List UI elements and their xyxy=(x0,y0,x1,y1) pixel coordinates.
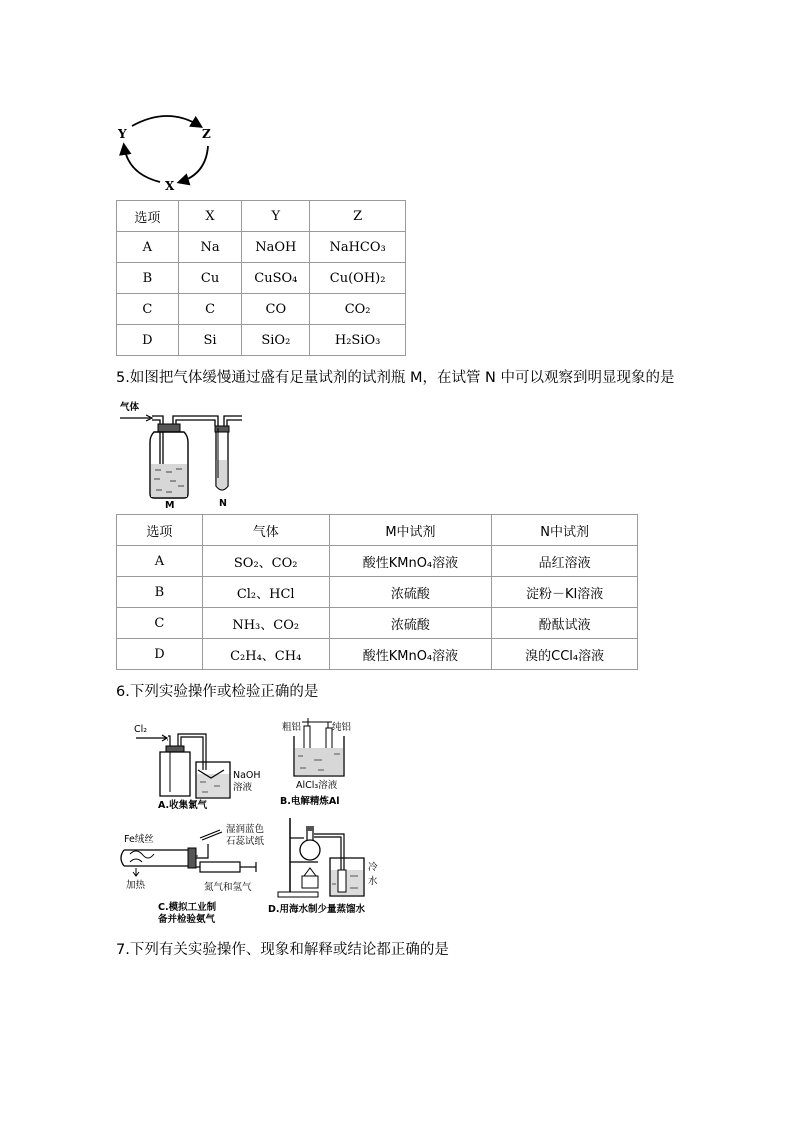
table-cell: C₂H₄、CH₄ xyxy=(202,639,329,670)
header-cell: Z xyxy=(310,201,406,232)
table-row xyxy=(117,201,406,232)
fig-a-solution-label: 溶液 xyxy=(233,782,253,793)
table-cell: NaOH xyxy=(242,232,310,263)
table-cell: 酸性KMnO₄溶液 xyxy=(329,639,492,670)
table-cell: H₂SiO₃ xyxy=(310,325,406,356)
q5-apparatus-figure xyxy=(118,398,248,510)
table-cell: D xyxy=(117,639,203,670)
table-row xyxy=(117,546,638,577)
q6-figure-d xyxy=(266,812,396,916)
table-cell: CO₂ xyxy=(310,294,406,325)
table-cell: NH₃、CO₂ xyxy=(202,608,329,639)
header-cell: 选项 xyxy=(117,201,179,232)
table-cell: C xyxy=(178,294,242,325)
table-q4 xyxy=(116,200,406,356)
q5-n-label: N xyxy=(219,498,227,509)
fig-a-caption: A.收集氯气 xyxy=(158,800,208,810)
table-q5 xyxy=(116,514,638,670)
table-row xyxy=(117,608,638,639)
cycle-x: X xyxy=(165,179,175,193)
header-cell: N中试剂 xyxy=(492,515,638,546)
fig-c-caption-2: 备并检验氨气 xyxy=(158,914,216,925)
header-cell: 选项 xyxy=(117,515,203,546)
cycle-diagram xyxy=(110,112,220,194)
q6-figure-c xyxy=(116,818,278,926)
question-7-text: 7.下列有关实验操作、现象和解释或结论都正确的是 xyxy=(116,942,449,958)
fig-d-caption: D.用海水制少量蒸馏水 xyxy=(268,904,365,915)
table-row xyxy=(117,577,638,608)
table-cell: CuSO₄ xyxy=(242,263,310,294)
fig-b-solution-label: AlCl₃溶液 xyxy=(296,780,338,791)
table-cell: 浓硫酸 xyxy=(329,577,492,608)
fig-c-heat-label: 加热 xyxy=(126,880,146,891)
fig-a-naoh-label: NaOH xyxy=(233,770,261,781)
q5-gas-label: 气体 xyxy=(120,402,140,413)
table-cell: A xyxy=(117,232,179,263)
header-cell: M中试剂 xyxy=(329,515,492,546)
q5-m-label: M xyxy=(165,500,175,510)
table-cell: B xyxy=(117,577,203,608)
fig-b-pure-label: 纯铝 xyxy=(332,722,352,733)
table-cell: Si xyxy=(178,325,242,356)
fig-c-fe-label: Fe绒丝 xyxy=(124,834,154,845)
table-cell: 溴的CCl₄溶液 xyxy=(492,639,638,670)
table-row xyxy=(117,515,638,546)
fig-c-paper-label-1: 湿润蓝色 xyxy=(226,824,265,835)
cycle-z: Z xyxy=(202,127,211,141)
table-cell: 浓硫酸 xyxy=(329,608,492,639)
table-cell: 品红溶液 xyxy=(492,546,638,577)
fig-b-crude-label: 粗铝 xyxy=(282,722,302,733)
question-6-text: 6.下列实验操作或检验正确的是 xyxy=(116,684,319,700)
header-cell: 气体 xyxy=(202,515,329,546)
table-row xyxy=(117,263,406,294)
table-row xyxy=(117,639,638,670)
table-cell: B xyxy=(117,263,179,294)
table-cell: D xyxy=(117,325,179,356)
fig-b-caption: B.电解精炼Al xyxy=(280,796,340,807)
table-cell: Cu(OH)₂ xyxy=(310,263,406,294)
fig-a-cl2-label: Cl₂ xyxy=(134,724,148,735)
fig-d-water-label: 水 xyxy=(368,876,378,887)
table-cell: Na xyxy=(178,232,242,263)
q6-figure-a xyxy=(130,718,270,810)
fig-c-caption-1: C.模拟工业制 xyxy=(158,902,217,913)
question-5-text: 5.如图把气体缓慢通过盛有足量试剂的试剂瓶 M，在试管 N 中可以观察到明显现象的是 xyxy=(116,370,675,386)
table-row xyxy=(117,294,406,325)
table-row xyxy=(117,232,406,263)
q6-figure-b xyxy=(278,714,378,810)
table-cell: 酚酞试液 xyxy=(492,608,638,639)
cycle-y: Y xyxy=(118,127,127,141)
fig-c-paper-label-2: 石蕊试纸 xyxy=(226,836,265,847)
table-cell: 淀粉－KI溶液 xyxy=(492,577,638,608)
table-cell: 酸性KMnO₄溶液 xyxy=(329,546,492,577)
table-cell: C xyxy=(117,608,203,639)
fig-d-cold-label: 冷 xyxy=(368,862,378,873)
table-cell: Cl₂、HCl xyxy=(202,577,329,608)
table-cell: C xyxy=(117,294,179,325)
table-cell: SiO₂ xyxy=(242,325,310,356)
header-cell: Y xyxy=(242,201,310,232)
table-cell: CO xyxy=(242,294,310,325)
table-cell: SO₂、CO₂ xyxy=(202,546,329,577)
table-cell: A xyxy=(117,546,203,577)
table-cell: NaHCO₃ xyxy=(310,232,406,263)
header-cell: X xyxy=(178,201,242,232)
fig-c-gas-label: 氮气和氢气 xyxy=(204,882,252,893)
table-row xyxy=(117,325,406,356)
table-cell: Cu xyxy=(178,263,242,294)
